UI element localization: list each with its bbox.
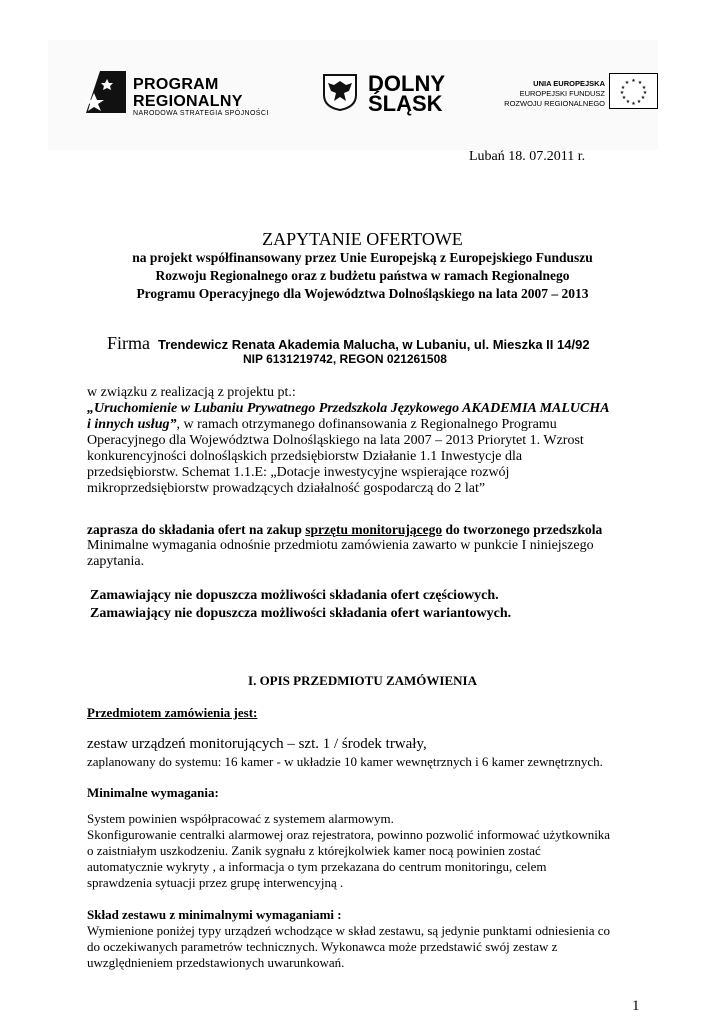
svg-text:★: ★ xyxy=(642,90,648,96)
document-date: Lubań 18. 07.2011 r. xyxy=(469,149,586,164)
invite-part3: do tworzonego przedszkola xyxy=(442,522,603,537)
firm-line xyxy=(107,333,590,354)
eu-line2: EUROPEJSKI FUNDUSZ xyxy=(519,89,605,98)
firm-nip: NIP 6131219742, REGON 021261508 xyxy=(243,352,447,366)
eu-text xyxy=(493,79,605,109)
program-regionalny-text xyxy=(133,76,243,110)
set-label: Skład zestawu z minimalnymi wymaganiami : xyxy=(87,907,342,922)
subject-line2: zaplanowany do systemu: 16 kamer - w układzie 10 kamer wewnętrznych i 6 kamer zewnętrznych. xyxy=(87,754,603,769)
invitation-paragraph xyxy=(87,522,647,570)
svg-text:★: ★ xyxy=(624,80,630,86)
firm-name: Trendewicz Renata Akademia Malucha, w Lubaniu, ul. Mieszka II 14/92 xyxy=(158,337,590,352)
notice-partial-offers: Zamawiający nie dopuszcza możliwości składania ofert częściowych. xyxy=(90,588,499,603)
req-line5: sprawdzenia sytuacji przez grupę interwencyjną . xyxy=(87,875,344,890)
document-subtitle xyxy=(0,249,725,303)
intro-paragraph xyxy=(87,385,647,497)
svg-text:★: ★ xyxy=(621,95,627,101)
subtitle-line2: Rozwoju Regionalnego oraz z budżetu państwa w ramach Regionalnego xyxy=(155,268,570,283)
req-line2: Skonfigurowanie centralki alarmowej oraz rejestratora, powinno pozwolić informować użytkownika xyxy=(87,827,611,842)
req-line1: System powinien współpracować z systemem alarmowym. xyxy=(87,811,394,826)
ds-line2: ŚLĄSK xyxy=(368,91,443,116)
subject-line1: zestaw urządzeń monitorujących – szt. 1 / środek trwały, xyxy=(87,736,427,752)
project-title-line1: „Uruchomienie w Lubaniu Prywatnego Przedszkola Językowego AKADEMIA MALUCHA xyxy=(87,401,610,416)
program-line1: PROGRAM xyxy=(133,76,219,93)
intro-line2-rest: , w ramach otrzymanego dofinansowania z Regionalnego Programu xyxy=(176,417,557,432)
program-sub: NARODOWA STRATEGIA SPÓJNOŚCI xyxy=(133,110,269,117)
svg-text:★: ★ xyxy=(636,99,642,105)
svg-text:★: ★ xyxy=(620,85,626,91)
invite-equipment: sprzętu monitorującego xyxy=(305,522,443,537)
svg-text:★: ★ xyxy=(640,95,646,101)
subtitle-line3: Programu Operacyjnego dla Województwa Dolnośląskiego na lata 2007 – 2013 xyxy=(136,286,589,301)
page-number: 1 xyxy=(632,998,640,1014)
invite-line3: zapytania. xyxy=(87,554,145,569)
notice-variant-offers: Zamawiający nie dopuszcza możliwości składania ofert wariantowych. xyxy=(90,606,512,621)
ds-line1: DOLNY xyxy=(368,71,445,96)
document-title: ZAPYTANIE OFERTOWE xyxy=(262,229,463,249)
set-line1: Wymienione poniżej typy urządzeń wchodzące w skład zestawu, są jedynie punktami odniesienia co xyxy=(87,923,611,938)
intro-line4: konkurencyjności dolnośląskich przedsiębiorstw Działanie 1.1 Inwestycje dla xyxy=(87,449,523,464)
program-regionalny-logo xyxy=(80,67,128,115)
program-line2: REGIONALNY xyxy=(133,93,243,110)
svg-text:★: ★ xyxy=(625,99,631,105)
notices xyxy=(90,587,650,623)
eu-flag-icon xyxy=(609,73,658,109)
svg-text:★: ★ xyxy=(631,101,636,107)
invite-part1: zaprasza do składania ofert na zakup xyxy=(87,522,306,537)
svg-text:★: ★ xyxy=(637,80,643,86)
intro-line1: w związku z realizacją z projektu pt.: xyxy=(87,385,296,400)
req-line3: o zaistniałym uszkodzeniu. Zanik sygnału z którejkolwiek kamer nocą powinien zostać xyxy=(87,843,541,858)
subtitle-line1: na projekt współfinansowany przez Unie Europejską z Europejskiego Funduszu xyxy=(132,250,593,265)
requirements-paragraph xyxy=(87,811,687,891)
set-line2: do oczekiwanych parametrów technicznych. Wykonawca może przedstawić swój zestaw z xyxy=(87,939,558,954)
subject-label: Przedmiotem zamówienia jest: xyxy=(87,705,258,720)
section-title: I. OPIS PRZEDMIOTU ZAMÓWIENIA xyxy=(248,673,477,688)
svg-text:★: ★ xyxy=(619,90,625,96)
dolny-slask-text xyxy=(368,71,445,116)
eu-line1: UNIA EUROPEJSKA xyxy=(533,79,605,88)
intro-line5: przedsiębiorstw. Schemat 1.1.E: „Dotacje inwestycyjne wspierające rozwój xyxy=(87,465,510,480)
set-paragraph xyxy=(87,907,687,971)
set-line3: uwzględnieniem przedstawionych uwarunkowań. xyxy=(87,955,345,970)
eu-line3: ROZWOJU REGIONALNEGO xyxy=(504,99,605,108)
svg-text:★: ★ xyxy=(641,85,647,91)
req-line4: automatycznie wykryty , a informacja o tym przekazana do centrum monitoringu, celem xyxy=(87,859,547,874)
min-req-label: Minimalne wymagania: xyxy=(87,785,219,800)
intro-line6: mikroprzedsiębiorstw prowadzących działalność gospodarczą do 2 lat” xyxy=(87,481,486,496)
invite-line2: Minimalne wymagania odnośnie przedmiotu zamówienia zawarto w punkcie I niniejszego xyxy=(87,538,594,553)
svg-text:★: ★ xyxy=(631,78,636,84)
dolny-slask-eagle-icon xyxy=(322,73,358,111)
firm-label: Firma xyxy=(107,333,150,353)
project-title-line2: i innych usług” xyxy=(87,417,177,432)
intro-line3: Operacyjnego dla Województwa Dolnośląskiego na lata 2007 – 2013 Priorytet 1. Wzrost xyxy=(87,433,584,448)
